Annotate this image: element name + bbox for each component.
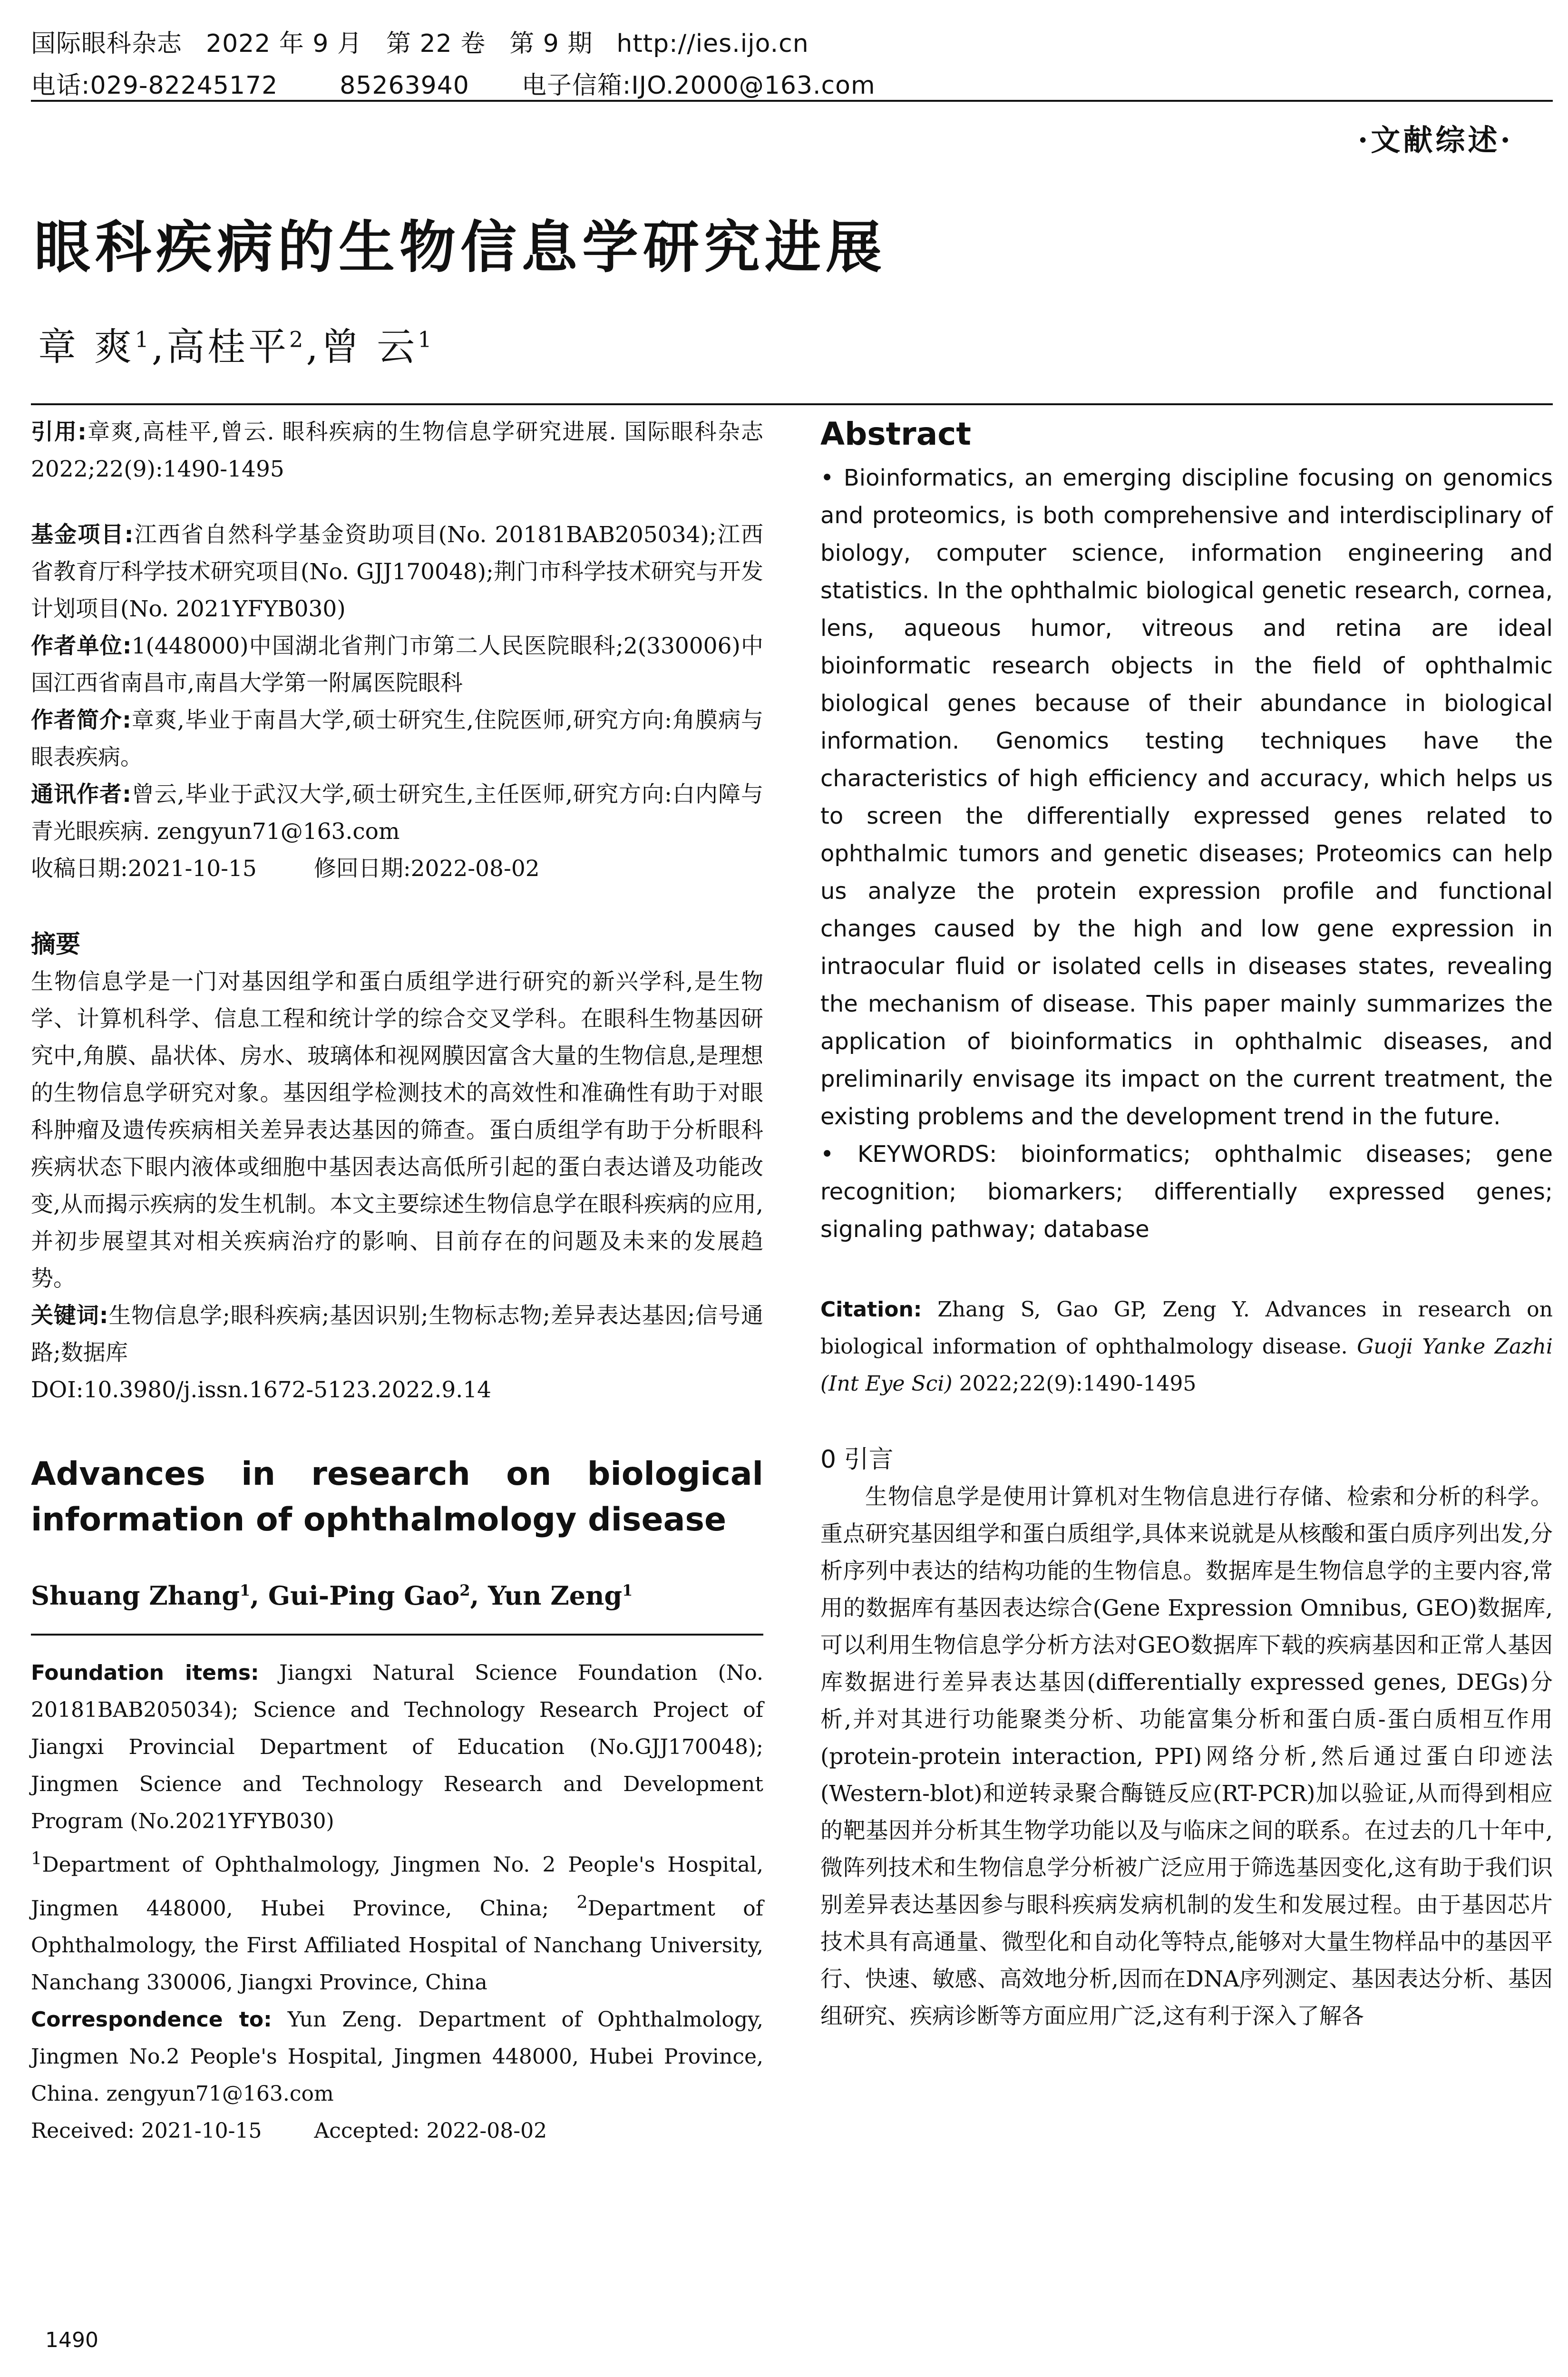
affiliation-en-text-2: Department of Ophthalmology, the First Affiliated Hospital of Nanchang University, Nanchang 330006, Jiangxi Province, China [31,1896,763,1995]
keywords-cn-label: 关键词: [31,1303,108,1329]
author-bio-cn-label: 作者简介: [31,707,131,733]
authors-cn: 章 爽$^1$,高桂平$^2$,曾 云$^1$ [38,325,435,369]
citation-en-text: Zhang S, Gao GP, Zeng Y. Advances in research on biological information of ophthalmology disease. [820,1297,1553,1359]
author-affiliation: 2 [459,1581,470,1599]
intro-text: 生物信息学是使用计算机对生物信息进行存储、检索和分析的科学。重点研究基因组学和蛋白质组学,具体来说就是从核酸和蛋白质序列出发,分析序列中表达的结构功能的生物信息。数据库是生物信息学的主要内容,常用的数据库有基因表达综合(Gene Expression Omnibus, GEO)数据库,可以利用生物信息学分析方法对GEO数据库下载的疾病基因和正常人基因库数据进行差异表达基因(differentially expressed genes, DEGs)分析,并对其进行功能聚类分析、功能富集分析和蛋白质-蛋白质相互作用(protein-protein interaction, PPI)网络分析,然后通过蛋白印迹法(Western-blot)和逆转录聚合酶链反应(RT-PCR)加以验证,从而得到相应的靶基因并分析其生物学功能以及与临床之间的联系。在过去的几十年中,微阵列技术和生物信息学分析被广泛应用于筛选基因变化,这有助于我们识别差异表达基因参与眼科疾病发病机制的发生和发展过程。由于基因芯片技术具有高通量、微型化和自动化等特点,能够对大量生物样品中的基因平行、快速、敏感、高效地分析,因而在DNA序列测定、基因表达分析、基因组研究、疾病诊断等方面应用广泛,这有利于深入了解各 [820,1484,1553,2029]
journal-url[interactable]: http://ies.ijo.cn [616,29,809,58]
accepted-date-en: Accepted: 2022-08-02 [314,2119,547,2143]
author-affiliation: 1 [135,326,152,352]
author-name-en: Yun Zeng [488,1580,623,1611]
author-rule [31,1634,763,1636]
issue: 第 9 期 [509,29,593,58]
correspondence-en-text: Yun Zeng. Department of Ophthalmology, Jingmen No.2 People's Hospital, Jingmen 448000, Hubei Province, China. zengyun71@163.com [31,2007,763,2106]
page-number: 1490 [45,2328,98,2352]
foundation-en [31,1655,763,1840]
correspondence-en [31,2001,763,2113]
author-bio-cn [31,702,763,776]
running-header [31,23,1553,107]
funding-cn-label: 基金项目: [31,522,134,548]
affiliation-cn [31,628,763,702]
abstract-en [820,459,1553,1136]
volume: 第 22 卷 [386,29,486,58]
author-affiliation: 2 [289,326,306,352]
journal-email[interactable]: 电子信箱:IJO.2000@163.com [521,71,876,100]
right-column [820,414,1553,2035]
citation-en [820,1291,1553,1403]
header-rule [31,100,1553,102]
received-date-en: Received: 2021-10-15 [31,2119,262,2143]
citation-cn [31,414,763,488]
bullet-icon: • [820,465,844,491]
affiliation-cn-text-2: 2(330006)中国江西省南昌市,南昌大学第一附属医院眼科 [31,633,764,696]
citation-en-label: Citation: [820,1297,922,1322]
author-affiliation: 1 [418,326,435,352]
affiliation-en-sup-1: 1 [31,1848,42,1869]
keywords-en-text: bioinformatics; ophthalmic diseases; gene recognition; biomarkers; differentially expressed genes; signaling pathway; database [820,1141,1553,1243]
journal-name: 国际眼科杂志 [31,29,183,58]
funding-cn-text: 江西省自然科学基金资助项目(No. 20181BAB205034);江西省教育厅科学技术研究项目(No. GJJ170048);荆门市科学技术研究与开发计划项目(No. 2021YFYB030) [31,522,763,622]
citation-cn-text: 章爽,高桂平,曾云. 眼科疾病的生物信息学研究进展. 国际眼科杂志 2022;22(9):1490-1495 [31,419,763,482]
author-name: 曾 云 [321,325,418,369]
title-en: Advances in research on biological information of ophthalmology disease [31,1455,763,1539]
left-column [31,414,763,2150]
affiliation-cn-text-1: 1(448000)中国湖北省荆门市第二人民医院眼科; [131,633,623,659]
section-label: ·文献综述· [1357,123,1513,157]
citation-cn-label: 引用: [31,419,87,445]
author-name-en: Shuang Zhang [31,1580,240,1611]
header-line-1 [31,23,1553,65]
author-bio-cn-text: 章爽,毕业于南昌大学,硕士研究生,住院医师,研究方向:角膜病与眼表疾病。 [31,707,764,770]
author-name: 章 爽 [38,325,135,369]
phone-1: 电话:029-82245172 [31,71,278,100]
author-affiliation: 1 [622,1581,633,1599]
issue-date: 2022 年 9 月 [206,29,363,58]
keywords-cn [31,1297,763,1372]
affiliation-cn-label: 作者单位: [31,633,132,659]
affiliation-en [31,1840,763,2001]
keywords-cn-text: 生物信息学;眼科疾病;基因识别;生物标志物;差异表达基因;信号通路;数据库 [31,1303,763,1366]
abstract-cn-text: 生物信息学是一门对基因组学和蛋白质组学进行研究的新兴学科,是生物学、计算机科学、信息工程和统计学的综合交叉学科。在眼科生物基因研究中,角膜、晶状体、房水、玻璃体和视网膜因富含大量的生物信息,是理想的生物信息学研究对象。基因组学检测技术的高效性和准确性有助于对眼科肿瘤及遗传疾病相关差异表达基因的筛查。蛋白质组学有助于分析眼科疾病状态下眼内液体或细胞中基因表达高低所引起的蛋白表达谱及功能改变,从而揭示疾病的发生机制。本文主要综述生物信息学在眼科疾病的应用,并初步展望其对相关疾病治疗的影响、目前存在的问题及未来的发展趋势。 [31,969,763,1292]
abstract-en-text: Bioinformatics, an emerging discipline focusing on genomics and proteomics, is both comprehensive and interdisciplinary of biology, computer science, information engineering and statistics. In the ophthalmic biological genetic research, cornea, lens, aqueous humor, vitreous and retina are ideal bioinformatic research objects in the field of ophthalmic biological genes because of their abundance in biological information. Genomics testing techniques have the characteristics of high efficiency and accuracy, which helps us to screen the differentially expressed genes related to ophthalmic tumors and genetic diseases; Proteomics can help us analyze the protein expression profile and functional changes caused by the high and low gene expression in intraocular fluid or isolated cells in diseases states, revealing the mechanism of disease. This paper mainly summarizes the application of bioinformatics in ophthalmic diseases, and preliminarily envisage its impact on the current treatment, the existing problems and the development trend in the future. [820,465,1553,1130]
phone-2: 85263940 [340,71,469,100]
keywords-en [820,1136,1553,1248]
citation-en-ref: 2022;22(9):1490-1495 [959,1372,1197,1396]
received-date-cn: 收稿日期:2021-10-15 [31,856,257,882]
author-name: 高桂平 [166,325,290,369]
dates-en [31,2113,763,2150]
correspondence-en-label: Correspondence to: [31,2007,272,2032]
authors-en: Shuang Zhang$^1$, Gui-Ping Gao$^2$, Yun Zeng$^1$ [31,1580,633,1611]
dates-cn [31,850,763,887]
bullet-icon: • [820,1141,857,1168]
affiliation-en-sup-2: 2 [576,1891,588,1912]
foundation-en-label: Foundation items: [31,1661,259,1685]
revised-date-cn: 修回日期:2022-08-02 [313,856,540,882]
corresponding-cn [31,776,763,850]
abstract-en-heading: Abstract [820,416,971,452]
doi[interactable]: DOI:10.3980/j.issn.1672-5123.2022.9.14 [31,1377,492,1403]
corresponding-cn-text: 曾云,毕业于武汉大学,硕士研究生,主任医师,研究方向:白内障与青光眼疾病. zengyun71@163.com [31,781,764,845]
abstract-cn-heading: 摘要 [31,930,81,959]
author-affiliation: 1 [240,1581,251,1599]
top-rule [31,403,1553,405]
author-name-en: Gui-Ping Gao [268,1580,460,1611]
keywords-en-label: KEYWORDS: [857,1141,997,1168]
citation-en-journal: Guoji Yanke Zazhi (Int Eye Sci) [820,1335,1553,1396]
affiliation-en-text-1: Department of Ophthalmology, Jingmen No. 2 People's Hospital, Jingmen 448000, Hubei Province, China; [31,1852,763,1921]
intro-heading: 0 引言 [820,1445,894,1474]
funding-cn [31,516,763,628]
corresponding-cn-label: 通讯作者: [31,781,131,808]
foundation-en-text: Jiangxi Natural Science Foundation (No. 20181BAB205034); Science and Technology Research Project of Jiangxi Provincial Department of Education (No.GJJ170048); Jingmen Science and Technology Research and Development Program (No.2021YFYB030) [31,1661,763,1833]
page-title: 眼科疾病的生物信息学研究进展 [34,214,887,280]
